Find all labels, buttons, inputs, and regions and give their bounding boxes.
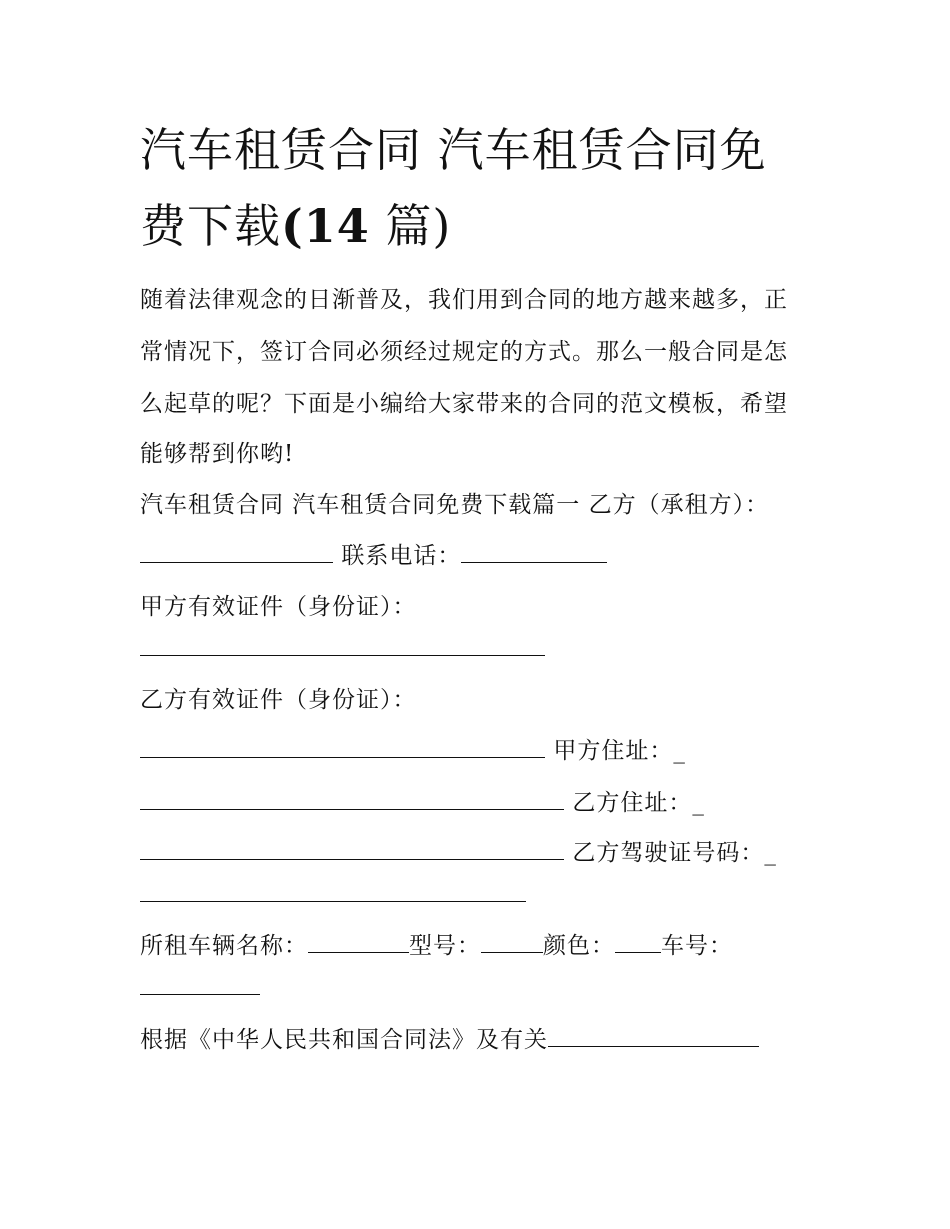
license-blank[interactable] xyxy=(140,879,526,902)
party-b-address-line xyxy=(140,787,705,818)
party-a-address-blank[interactable] xyxy=(140,787,564,810)
contact-line xyxy=(140,540,607,571)
title-line-2-bold: (14 xyxy=(281,199,370,253)
model-blank[interactable] xyxy=(481,930,543,953)
party-a-id-label: 甲方有效证件（身份证）： xyxy=(140,594,417,620)
law-line xyxy=(140,1024,759,1055)
party-a-address-label: 甲方住址：_ xyxy=(553,738,686,764)
model-label: 型号： xyxy=(409,933,481,959)
party-b-address-blank[interactable] xyxy=(140,837,564,860)
party-b-id-label: 乙方有效证件（身份证）： xyxy=(140,687,417,713)
law-blank[interactable] xyxy=(548,1024,759,1047)
license-line xyxy=(140,837,777,868)
party-a-id-blank[interactable] xyxy=(140,633,545,656)
contract-heading: 汽车租赁合同 汽车租赁合同免费下载篇一 乙方（承租方）： xyxy=(140,492,770,518)
license-label: 乙方驾驶证号码：_ xyxy=(572,840,777,866)
intro-line-2: 常情况下，签订合同必须经过规定的方式。那么一般合同是怎 xyxy=(140,339,788,365)
title-line-2-prefix: 费下载 xyxy=(140,199,281,253)
title-line-2-suffix: 篇) xyxy=(369,199,452,253)
contact-blank[interactable] xyxy=(461,540,607,563)
party-b-id-blank[interactable] xyxy=(140,735,545,758)
lessee-blank[interactable] xyxy=(140,540,333,563)
plate-blank[interactable] xyxy=(140,972,260,995)
vehicle-name-blank[interactable] xyxy=(308,930,409,953)
color-label: 颜色： xyxy=(543,933,615,959)
vehicle-line xyxy=(140,930,733,961)
intro-line-1: 随着法律观念的日渐普及，我们用到合同的地方越来越多，正 xyxy=(140,287,788,313)
title-line-1: 汽车租赁合同 汽车租赁合同免 xyxy=(140,123,767,177)
document-title xyxy=(140,112,830,264)
party-a-address-line xyxy=(140,735,686,766)
vehicle-name-label: 所租车辆名称： xyxy=(140,933,308,959)
plate-blank-line xyxy=(140,972,260,1003)
plate-label: 车号： xyxy=(661,933,733,959)
contact-label: 联系电话： xyxy=(341,543,462,569)
intro-line-3: 么起草的呢？下面是小编给大家带来的合同的范文模板，希望 xyxy=(140,391,788,417)
party-b-address-label: 乙方住址：_ xyxy=(572,790,705,816)
color-blank[interactable] xyxy=(615,930,661,953)
party-a-id-line xyxy=(140,633,545,664)
law-text: 根据《中华人民共和国合同法》及有关 xyxy=(140,1027,548,1053)
intro-line-4: 能够帮到你哟! xyxy=(140,441,295,467)
license-blank-line xyxy=(140,879,526,910)
